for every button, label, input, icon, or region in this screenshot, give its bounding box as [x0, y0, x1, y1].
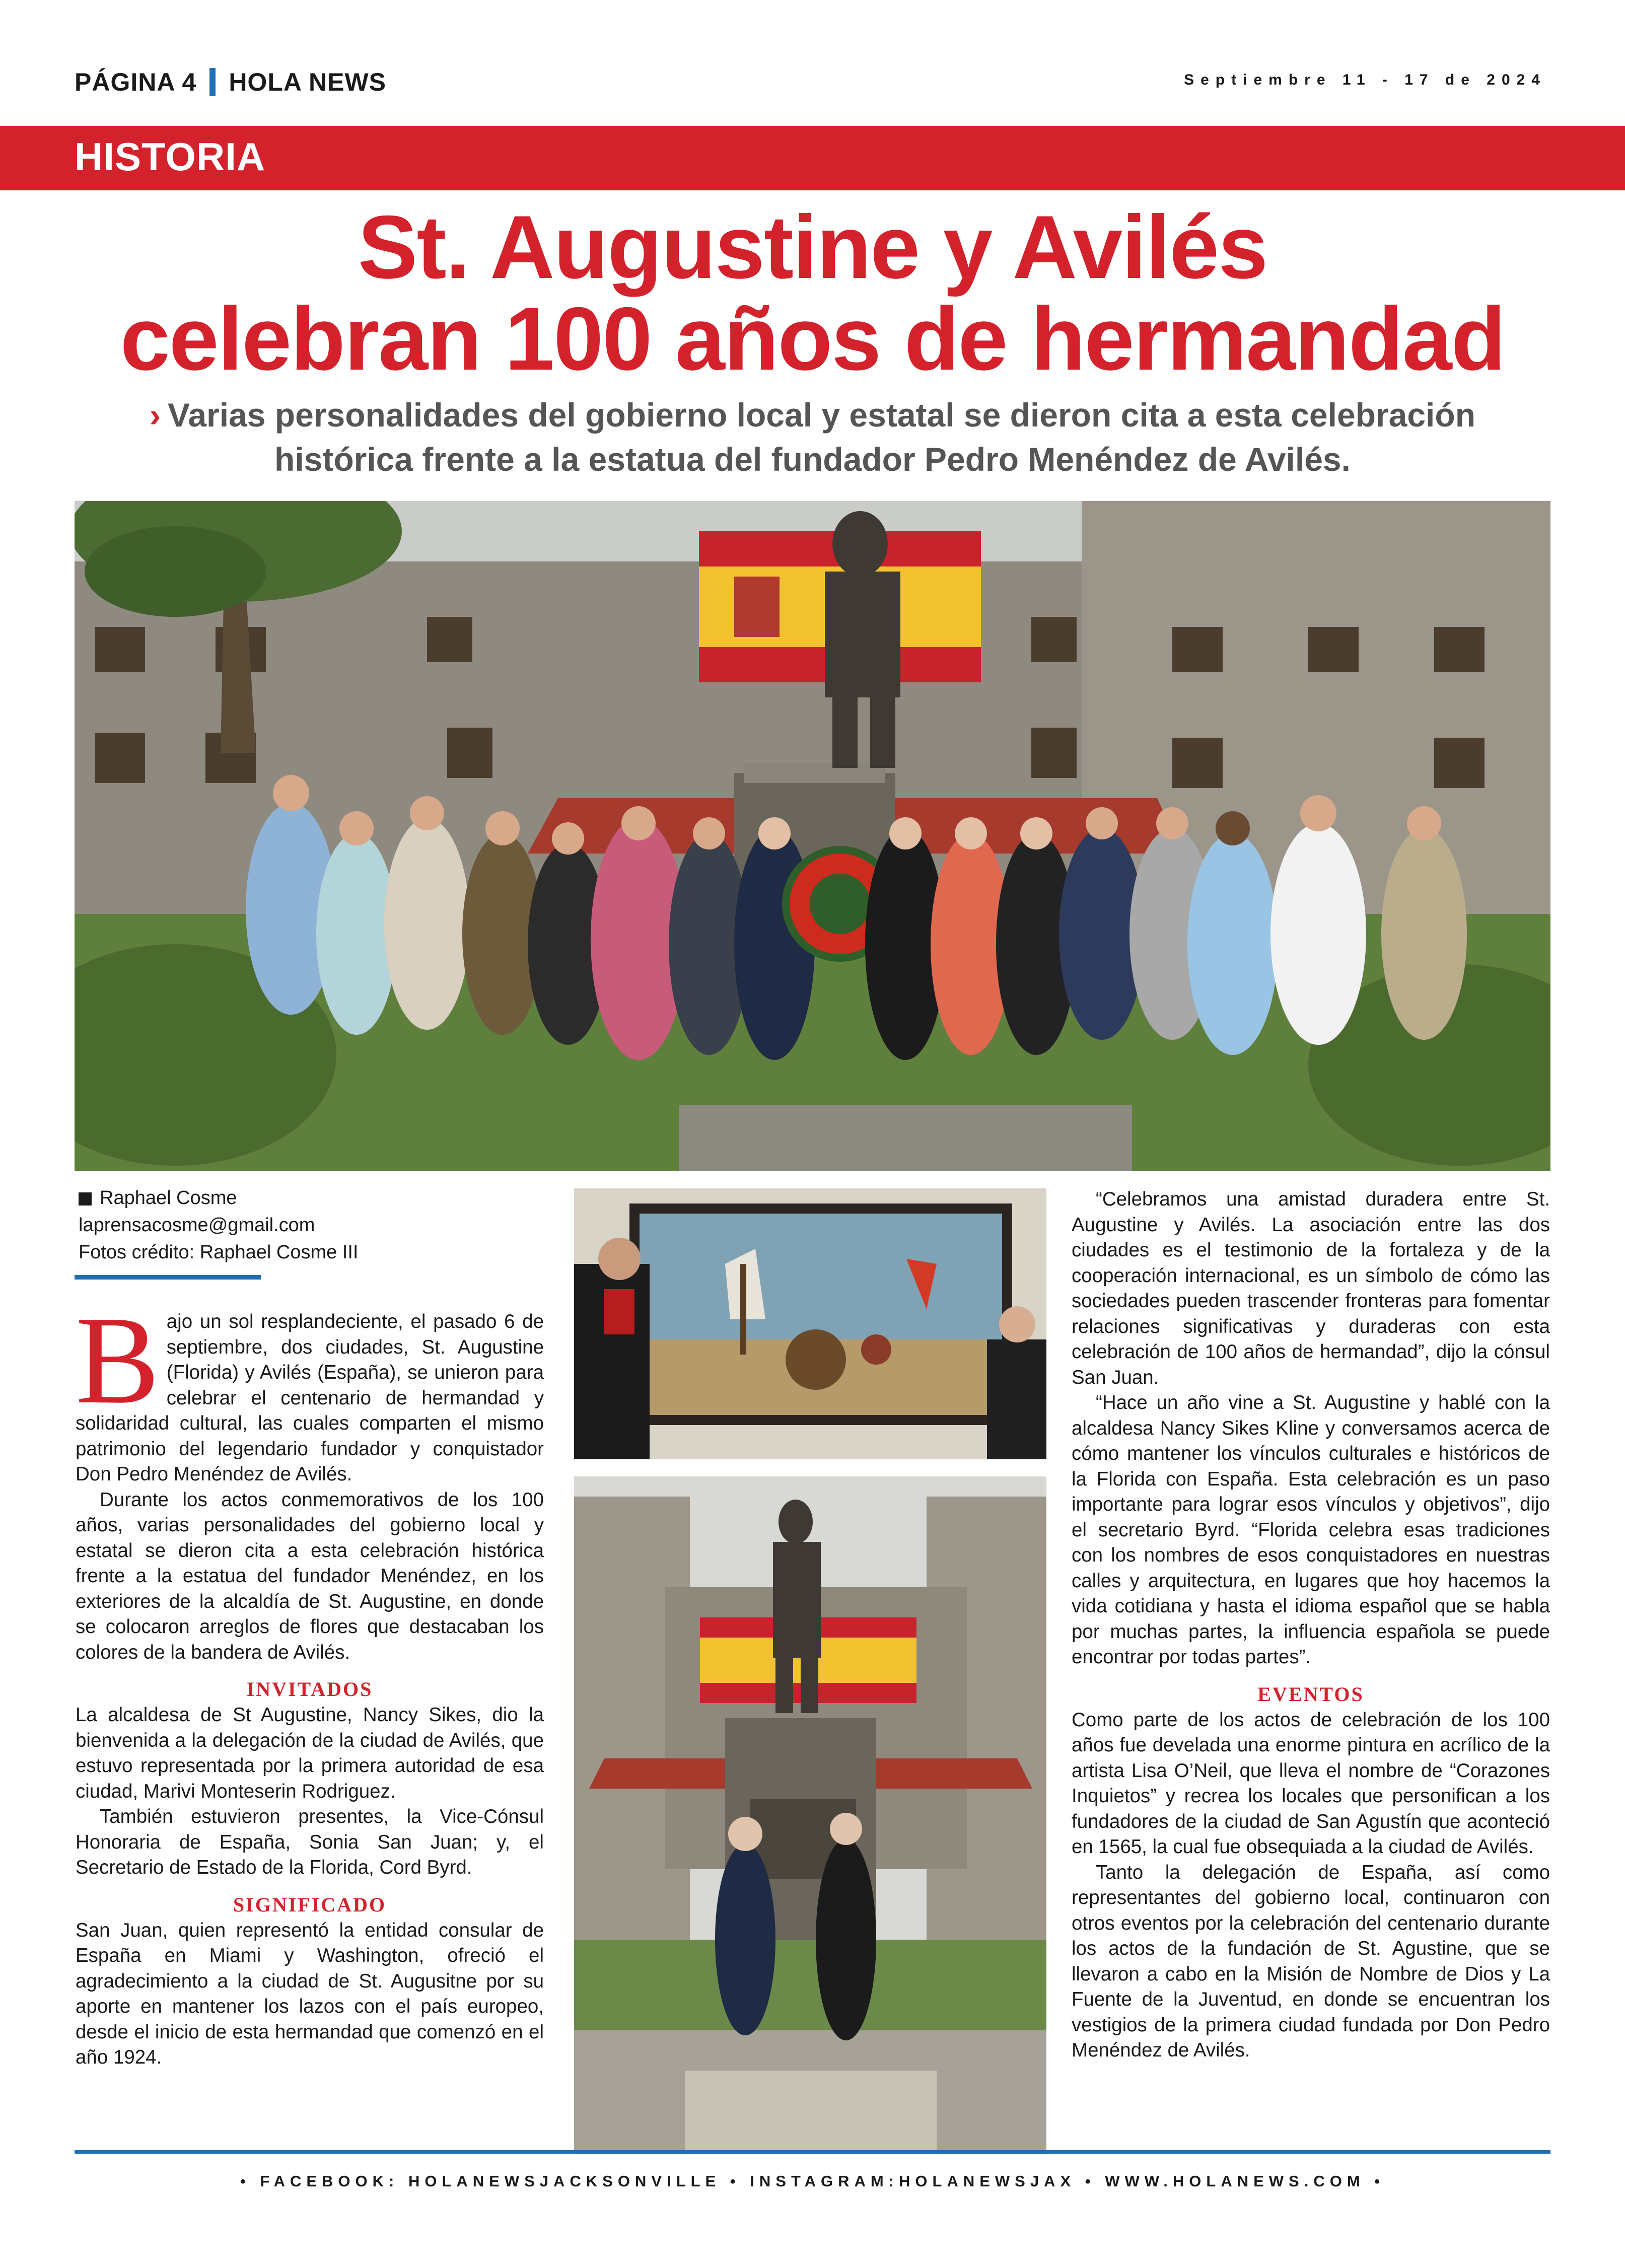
page-number: PÁGINA 4: [75, 68, 197, 96]
article-paragraph: También estuvieron presentes, la Vice-Cónsul Honoraria de España, Sonia San Juan; y, el Secretario de Estado de la Florida, Cord Byrd.: [76, 1806, 544, 1878]
subheading-eventos: EVENTOS: [1257, 1682, 1364, 1706]
photo-credit: Fotos crédito: Raphael Cosme III: [79, 1242, 359, 1263]
headline-line-1: St. Augustine y Avilés: [358, 197, 1267, 297]
article-column-left: [76, 1291, 544, 2071]
deck-line-1: Varias personalidades del gobierno local y estatal se dieron cita a esta celebración: [167, 396, 1476, 434]
footer-rule: [75, 2150, 1550, 2154]
drop-cap: B: [76, 1291, 160, 1430]
subheading-significado: SIGNIFICADO: [233, 1893, 387, 1916]
headline: [0, 197, 1625, 389]
article-paragraph: “Hace un año vine a St. Augustine y hablé con la alcaldesa Nancy Sikes Kline y conversamos acerca de cómo mantener los vínculos culturales e históricos de la Florida con España. Esta celebración es un paso importante para lograr esos vínculos y objetivos”, dijo el secretario Byrd. “Florida celebra esas tradiciones con los nombres de esos conquistadores en nuestras calles y arquitectura, en lugares que hoy hacemos la vida cotidiana y hasta el idioma español que se habla por muchas partes, la influencia española se puede encontrar por todas partes”.: [1072, 1392, 1550, 1668]
publication-name: HOLA NEWS: [229, 68, 386, 96]
deck: [91, 393, 1534, 481]
statue-photo: [574, 1476, 1046, 2154]
square-bullet-icon: [79, 1192, 92, 1206]
chevron-right-icon: ›: [149, 396, 161, 434]
article-paragraph: San Juan, quien representó la entidad consular de España en Miami y Washington, ofreció el agradecimiento a la ciudad de St. Augusitne por su aporte en mantener los lazos con el país europeo, desde el inicio de esta hermandad que comenzó en el año 1924.: [76, 1919, 544, 2068]
byline-author: Raphael Cosme: [100, 1187, 237, 1209]
header-separator: [209, 68, 216, 96]
deck-line-2: histórica frente a la estatua del fundador Pedro Menéndez de Avilés.: [274, 441, 1351, 478]
article-paragraph: Bajo un sol resplandeciente, el pasado 6 de septiembre, dos ciudades, St. Augustine (Florida) y Avilés (España), se unieron para celebrar el centenario de hermandad y solidaridad cultural, las cuales comparten el mismo patrimonio del legendario fundador y conquistador Don Pedro Menéndez de Avilés.: [76, 1291, 544, 1485]
issue-date: Septiembre 11 - 17 de 2024: [1184, 72, 1546, 88]
subheading-invitados: INVITADOS: [246, 1678, 373, 1700]
main-photo: [75, 501, 1550, 1171]
article-paragraph: Tanto la delegación de España, así como representantes del gobierno local, continuaron con otros eventos por la celebración del centenario durante los actos de la fundación de St. Agustine, que se llevaron a cabo en la Misión de Nombre de Dios y La Fuente de la Juventud, en donde se encuentran los vestigios de la primera ciudad fundada por Don Pedro Menéndez de Avilés.: [1072, 1861, 1550, 2061]
article-paragraph: Como parte de los actos de celebración de los 100 años fue develada una enorme pintura en acrílico de la artista Lisa O’Neil, que lleva el nombre de “Corazones Inquietos” y recrea los locales que personifican a los fundadores de la ciudad de San Agustín que aconteció en 1565, la cual fue obsequiada a la ciudad de Avilés.: [1072, 1709, 1550, 1858]
headline-line-2: celebran 100 años de hermandad: [120, 289, 1505, 389]
byline: [79, 1184, 358, 1266]
footer-social-links: • FACEBOOK: HOLANEWSJACKSONVILLE • INSTAGRAM:HOLANEWSJAX • WWW.HOLANEWS.COM •: [240, 2172, 1385, 2190]
page-header-left: [75, 67, 386, 97]
article-paragraph: Durante los actos conmemorativos de los 100 años, varias personalidades del gobierno local y estatal se dieron cita a esta celebración histórica frente a la estatua del fundador Menéndez, en los exteriores de la alcaldía de St. Augustine, en donde se colocaron arreglos de flores que destacaban los colores de la bandera de Avilés.: [76, 1489, 544, 1663]
article-paragraph: La alcaldesa de St Augustine, Nancy Sikes, dio la bienvenida a la delegación de la ciudad de Avilés, que estuvo representada por la primera autoridad de esa ciudad, Marivi Monteserin Rodriguez.: [76, 1704, 544, 1802]
byline-email: laprensacosme@gmail.com: [79, 1215, 315, 1236]
article-column-right: [1072, 1187, 1550, 2064]
section-label: HISTORIA: [75, 134, 266, 179]
byline-rule: [75, 1275, 261, 1280]
article-paragraph: “Celebramos una amistad duradera entre St. Augustine y Avilés. La asociación entre las dos ciudades es el testimonio de la fortaleza y de la cooperación internacional, es un símbolo de cómo las sociedades pueden trascender fronteras para fomentar relaciones significativas y duraderas con esta celebración de 100 años de hermandad”, dijo la cónsul San Juan.: [1072, 1188, 1550, 1388]
painting-photo: [574, 1188, 1046, 1459]
